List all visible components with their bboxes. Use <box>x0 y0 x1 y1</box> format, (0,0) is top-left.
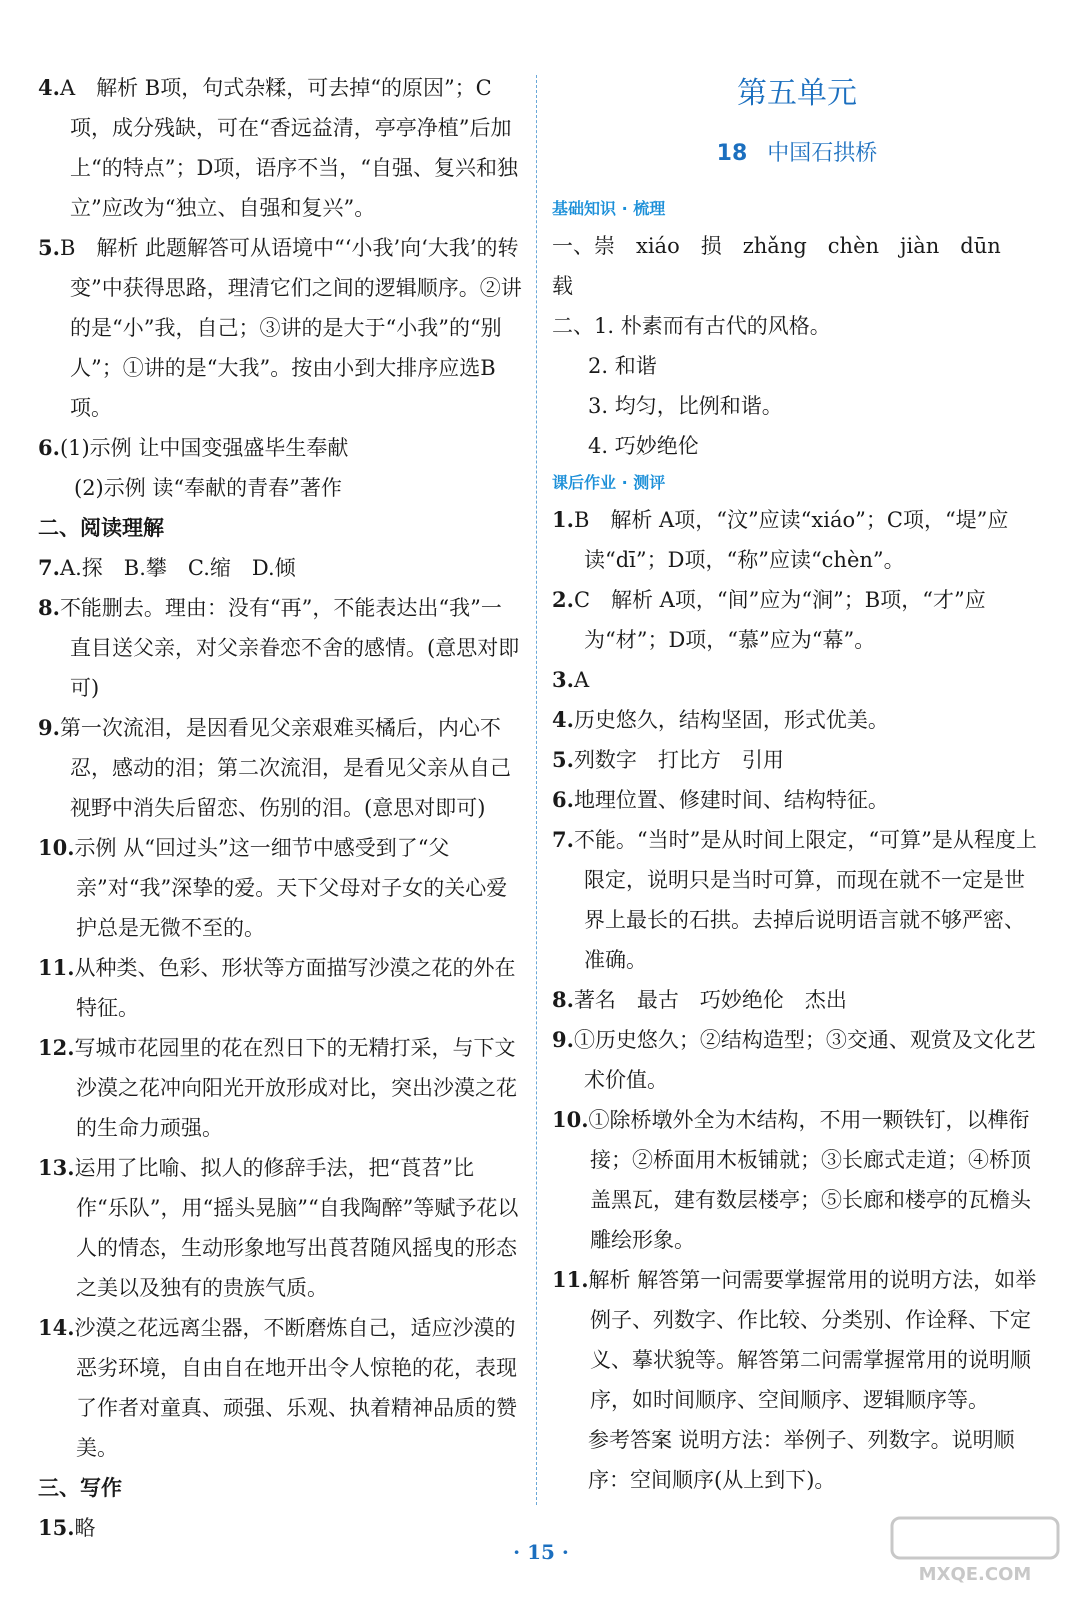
answer-r7 <box>552 820 1042 980</box>
answer-r5 <box>552 740 1042 780</box>
answer-number: 10. <box>552 1107 589 1132</box>
answer-text: 第一次流泪，是因看见父亲艰难买橘后，内心不忍，感动的泪；第二次流泪，是看见父亲从自己视野中消失后留恋、伤别的泪。(意思对即可) <box>59 716 511 820</box>
answer-8 <box>38 588 522 708</box>
answer-number: 12. <box>38 1035 75 1060</box>
answer-number: 14. <box>38 1315 75 1340</box>
answer-text: B 解析 此题解答可从语境中“‘小我’向‘大我’的转变”中获得思路，理清它们之间的逻辑顺序。②讲的是“小”我，自己；③讲的是大于“小我”的“别人”；①讲的是“大我”。按由小到大排序应选B项。 <box>59 236 522 420</box>
watermark-text: MXQE.COM <box>918 1564 1032 1585</box>
answer-13 <box>38 1148 522 1308</box>
answer-number: 3. <box>552 667 574 692</box>
answer-6 <box>38 428 522 468</box>
answer-number: 9. <box>38 715 60 740</box>
answer-text: 地理位置、修建时间、结构特征。 <box>573 788 889 812</box>
answer-text: 历史悠久，结构坚固，形式优美。 <box>573 708 889 732</box>
basics-part-2-4: 4. 巧妙绝伦 <box>588 434 699 458</box>
answer-number: 11. <box>38 955 75 980</box>
answer-text: C 解析 A项，“间”应为“涧”；B项，“才”应为“材”；D项，“慕”应为“幕”。 <box>573 588 986 652</box>
answer-text: B 解析 A项，“汶”应读“xiáo”；C项，“堤”应读“dī”；D项，“称”应读“chèn”。 <box>573 508 1009 572</box>
answer-number: 10. <box>38 835 75 860</box>
lesson-title <box>552 134 1042 192</box>
answer-text: 列数字 打比方 引用 <box>573 748 784 772</box>
answer-text: A 解析 B项，句式杂糅，可去掉“的原因”；C项，成分残缺，可在“香远益清，亭亭净植”后加上“的特点”；D项，语序不当，“自强、复兴和独立”应改为“独立、自强和复兴”。 <box>59 76 519 220</box>
answer-6-2: (2)示例 读“奉献的青春”著作 <box>74 476 342 500</box>
section-heading-writing: 三、写作 <box>38 1475 122 1500</box>
answer-text: 不能删去。理由：没有“再”，不能表达出“我”一直目送父亲，对父亲眷恋不舍的感情。(意思对即可) <box>59 596 520 700</box>
answer-11 <box>38 948 522 1028</box>
answer-text: 从种类、色彩、形状等方面描写沙漠之花的外在特征。 <box>74 956 516 1020</box>
answer-text: 示例 从“回过头”这一细节中感受到了“父亲”对“我”深挚的爱。天下父母对子女的关心爱护总是无微不至的。 <box>74 836 508 940</box>
answer-text: A <box>573 668 590 692</box>
answer-number: 8. <box>552 987 574 1012</box>
answer-number: 1. <box>552 507 574 532</box>
answer-14 <box>38 1308 522 1468</box>
answer-text: 解析 解答第一问需要掌握常用的说明方法，如举例子、列数字、作比较、分类别、作诠释、下定义、摹状貌等。解答第二问需掌握常用的说明顺序，如时间顺序、空间顺序、逻辑顺序等。 <box>588 1268 1037 1412</box>
lesson-name: 中国石拱桥 <box>767 141 878 166</box>
answer-number: 4. <box>552 707 574 732</box>
answer-text: 著名 最古 巧妙绝伦 杰出 <box>573 988 847 1012</box>
answer-4 <box>38 68 522 228</box>
answer-number: 11. <box>552 1267 589 1292</box>
answer-12 <box>38 1028 522 1148</box>
answer-number: 15. <box>38 1515 75 1540</box>
right-column <box>552 68 1042 1500</box>
reference-answer: 参考答案 说明方法：举例子、列数字。说明顺序：空间顺序(从上到下)。 <box>588 1428 1015 1492</box>
answer-text: 写城市花园里的花在烈日下的无精打采，与下文沙漠之花冲向阳光开放形成对比，突出沙漠之花的生命力顽强。 <box>74 1036 517 1140</box>
answer-r3 <box>552 660 1042 700</box>
answer-text: 沙漠之花远离尘器，不断磨炼自己，适应沙漠的恶劣环境，自由自在地开出令人惊艳的花，表现了作者对童真、顽强、乐观、执着精神品质的赞美。 <box>74 1316 517 1460</box>
column-divider <box>536 75 537 1505</box>
answer-text: 不能。“当时”是从时间上限定，“可算”是从程度上限定，说明只是当时可算，而现在就不一定是世界上最长的石拱。去掉后说明语言就不够严密、准确。 <box>573 828 1037 972</box>
answer-number: 2. <box>552 587 574 612</box>
section-badge-homework: 课后作业 · 测评 <box>552 473 666 492</box>
answer-r8 <box>552 980 1042 1020</box>
basics-part-2: 二、1. 朴素而有古代的风格。 <box>552 314 831 338</box>
answer-number: 5. <box>38 235 60 260</box>
answer-number: 6. <box>38 435 60 460</box>
answer-number: 7. <box>552 827 574 852</box>
answer-r10 <box>552 1100 1042 1260</box>
answer-r4 <box>552 700 1042 740</box>
answer-text: 运用了比喻、拟人的修辞手法，把“莨苕”比作“乐队”，用“摇头晃脑”“自我陶醉”等赋予花以人的情态，生动形象地写出莨苕随风摇曳的形态之美以及独有的贵族气质。 <box>74 1156 519 1300</box>
answer-r6 <box>552 780 1042 820</box>
answer-r1 <box>552 500 1042 580</box>
answer-text: A.探 B.攀 C.缩 D.倾 <box>59 556 296 580</box>
answer-number: 9. <box>552 1027 574 1052</box>
lesson-number: 18 <box>716 141 748 166</box>
answer-r9 <box>552 1020 1042 1100</box>
answer-number: 7. <box>38 555 60 580</box>
answer-number: 8. <box>38 595 60 620</box>
basics-part-2-3: 3. 均匀，比例和谐。 <box>588 394 783 418</box>
answer-number: 5. <box>552 747 574 772</box>
answer-r11 <box>552 1260 1042 1420</box>
answer-10 <box>38 828 522 948</box>
left-column <box>38 68 522 1548</box>
answer-number: 13. <box>38 1155 75 1180</box>
basics-part-1: 一、崇 xiáo 损 zhǎng chèn jiàn dūn 载 <box>552 234 1022 298</box>
answer-9 <box>38 708 522 828</box>
answer-number: 4. <box>38 75 60 100</box>
answer-5 <box>38 228 522 428</box>
section-heading-reading: 二、阅读理解 <box>38 515 164 540</box>
answer-text: ①除桥墩外全为木结构，不用一颗铁钉，以榫衔接；②桥面用木板铺就；③长廊式走道；④桥顶盖黑瓦，建有数层楼亭；⑤长廊和楼亭的瓦檐头雕绘形象。 <box>588 1108 1031 1252</box>
answer-7 <box>38 548 522 588</box>
basics-part-2-2: 2. 和谐 <box>588 354 657 378</box>
watermark-logo <box>890 1516 1060 1586</box>
answer-text: ①历史悠久；②结构造型；③交通、观赏及文化艺术价值。 <box>573 1028 1036 1092</box>
section-badge-basics: 基础知识 · 梳理 <box>552 199 666 218</box>
answer-text: (1)示例 让中国变强盛毕生奉献 <box>59 436 349 460</box>
answer-text: 略 <box>74 1516 96 1540</box>
answer-r2 <box>552 580 1042 660</box>
unit-title: 第五单元 <box>737 76 857 111</box>
answer-number: 6. <box>552 787 574 812</box>
page-number: · 15 · <box>513 1540 569 1564</box>
